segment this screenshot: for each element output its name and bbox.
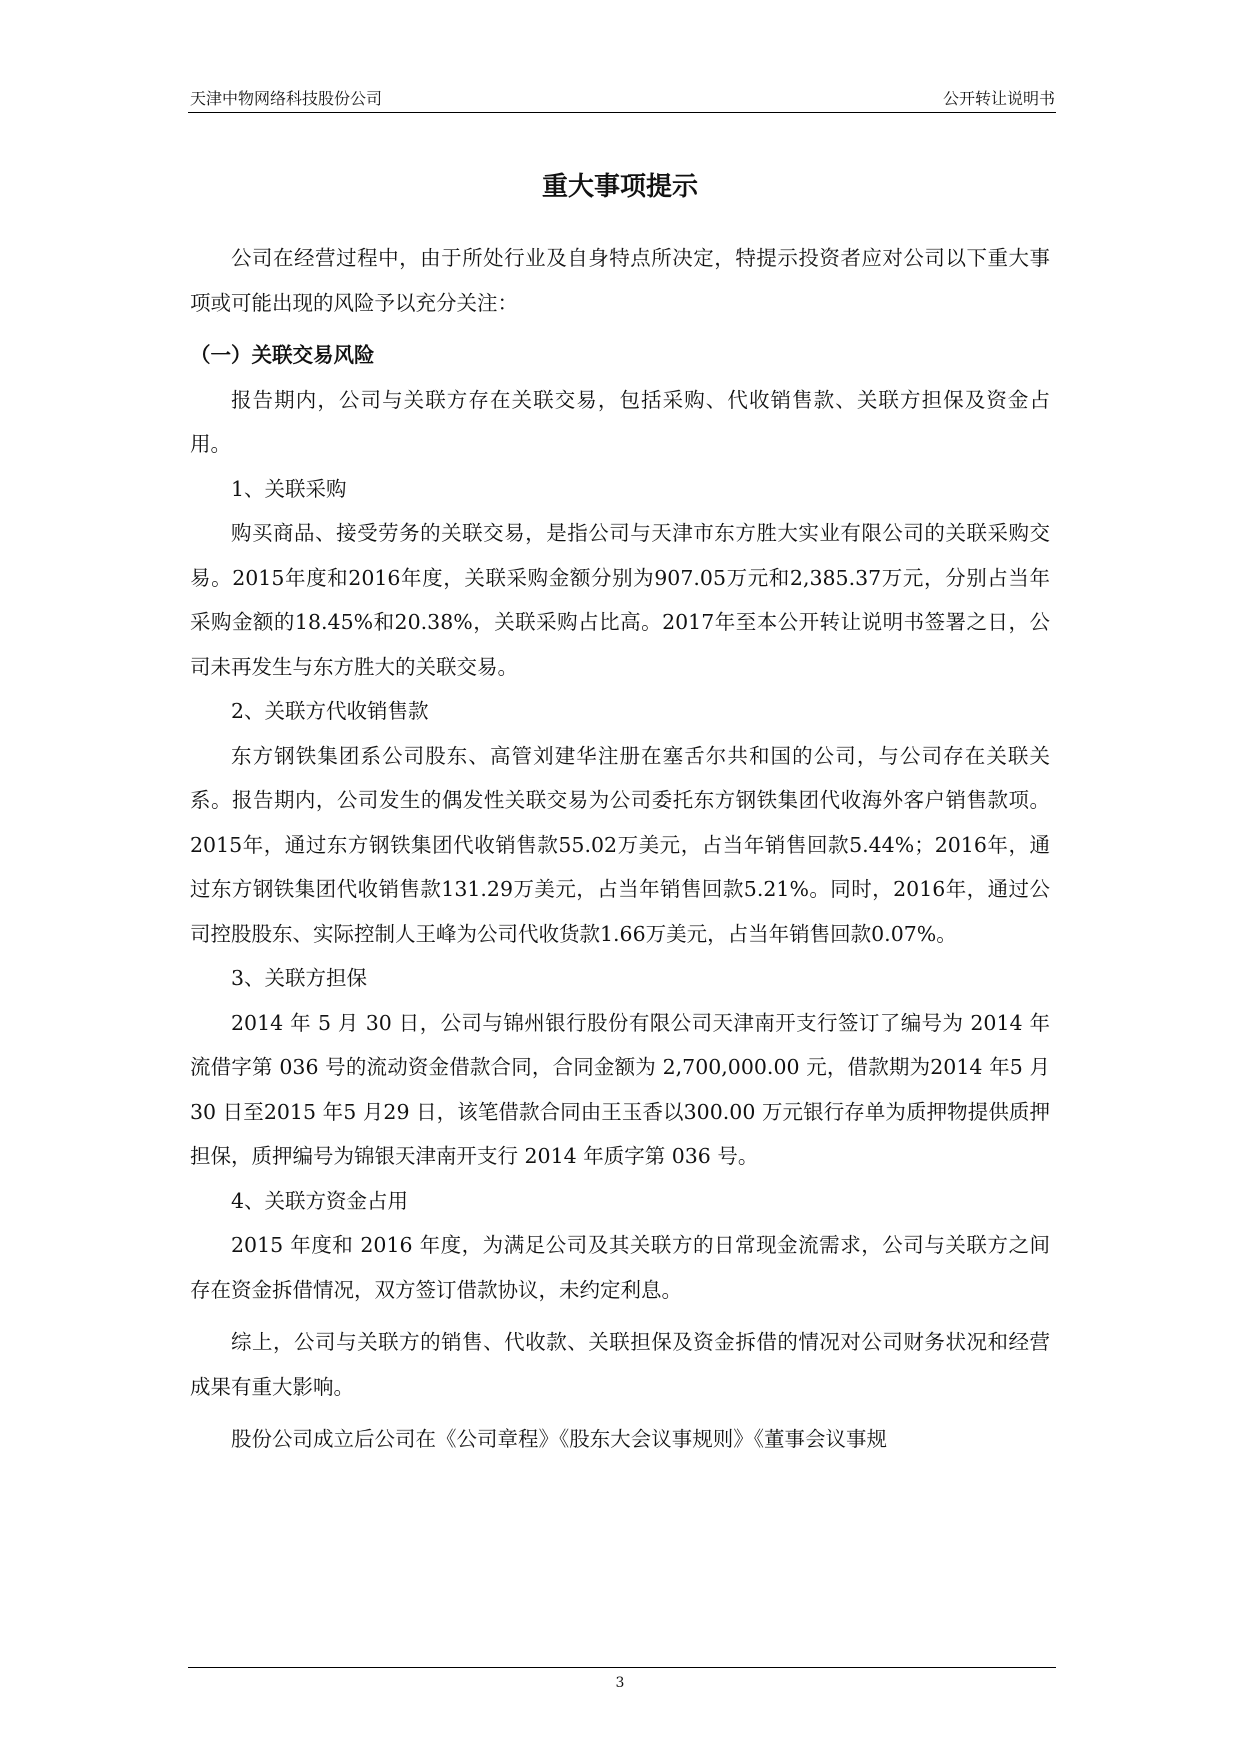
paragraph-collection: 东方钢铁集团系公司股东、高管刘建华注册在塞舌尔共和国的公司，与公司存在关联关系。报告期内，公司发生的偶发性关联交易为公司委托东方钢铁集团代收海外客户销售款项。2015年，通过东方钢铁集团代收销售款55.02万美元，占当年销售回款5.44%；2016年，通过东方钢铁集团代收销售款131.29万美元，占当年销售回款5.21%。同时，2016年，通过公司控股股东、实际控制人王峰为公司代收货款1.66万美元，占当年销售回款0.07%。 — [190, 743, 1050, 946]
paragraph-guarantee: 2014 年 5 月 30 日，公司与锦州银行股份有限公司天津南开支行签订了编号为 2014 年流借字第 036 号的流动资金借款合同，合同金额为 2,700,000.00 元，借款期为2014 年5 月30 日至2015 年5 月29 日，该笔借款合同由王玉香以300.00 万元银行存单为质押物提供质押担保，质押编号为锦银天津南开支行 2014 年质字第 036 号。 — [190, 1010, 1050, 1168]
item-heading-fund-occupation: 4、关联方资金占用 — [231, 1188, 409, 1213]
section-heading-related-party-risk: （一）关联交易风险 — [190, 343, 375, 367]
header-rule — [188, 112, 1056, 113]
item-heading-collection: 2、关联方代收销售款 — [231, 699, 429, 723]
page-number: 3 — [615, 1675, 625, 1691]
footer-rule — [188, 1667, 1056, 1668]
paragraph-fund-occupation: 2015 年度和 2016 年度，为满足公司及其关联方的日常现金流需求，公司与关联方之间存在资金拆借情况，双方签订借款协议，未约定利息。 — [190, 1233, 1050, 1302]
paragraph-related-transactions: 报告期内，公司与关联方存在关联交易，包括采购、代收销售款、关联方担保及资金占用。 — [190, 387, 1050, 456]
item-heading-purchase: 1、关联采购 — [231, 476, 347, 501]
paragraph-summary: 综上，公司与关联方的销售、代收款、关联担保及资金拆借的情况对公司财务状况和经营成果有重大影响。 — [190, 1330, 1050, 1399]
intro-paragraph: 公司在经营过程中，由于所处行业及自身特点所决定，特提示投资者应对公司以下重大事项或可能出现的风险予以充分关注： — [190, 246, 1050, 315]
page-title: 重大事项提示 — [541, 172, 698, 202]
header-company: 天津中物网络科技股份公司 — [190, 89, 383, 108]
item-heading-guarantee: 3、关联方担保 — [231, 966, 368, 990]
paragraph-continued: 股份公司成立后公司在《公司章程》《股东大会议事规则》《董事会议事规 — [231, 1427, 887, 1451]
document-body — [190, 236, 1050, 1462]
paragraph-purchase: 购买商品、接受劳务的关联交易，是指公司与天津市东方胜大实业有限公司的关联采购交易。2015年度和2016年度，关联采购金额分别为907.05万元和2,385.37万元，分别占当年采购金额的18.45%和20.38%，关联采购占比高。2017年至本公开转让说明书签署之日，公司未再发生与东方胜大的关联交易。 — [190, 521, 1050, 679]
header-doc-type: 公开转让说明书 — [942, 89, 1055, 108]
